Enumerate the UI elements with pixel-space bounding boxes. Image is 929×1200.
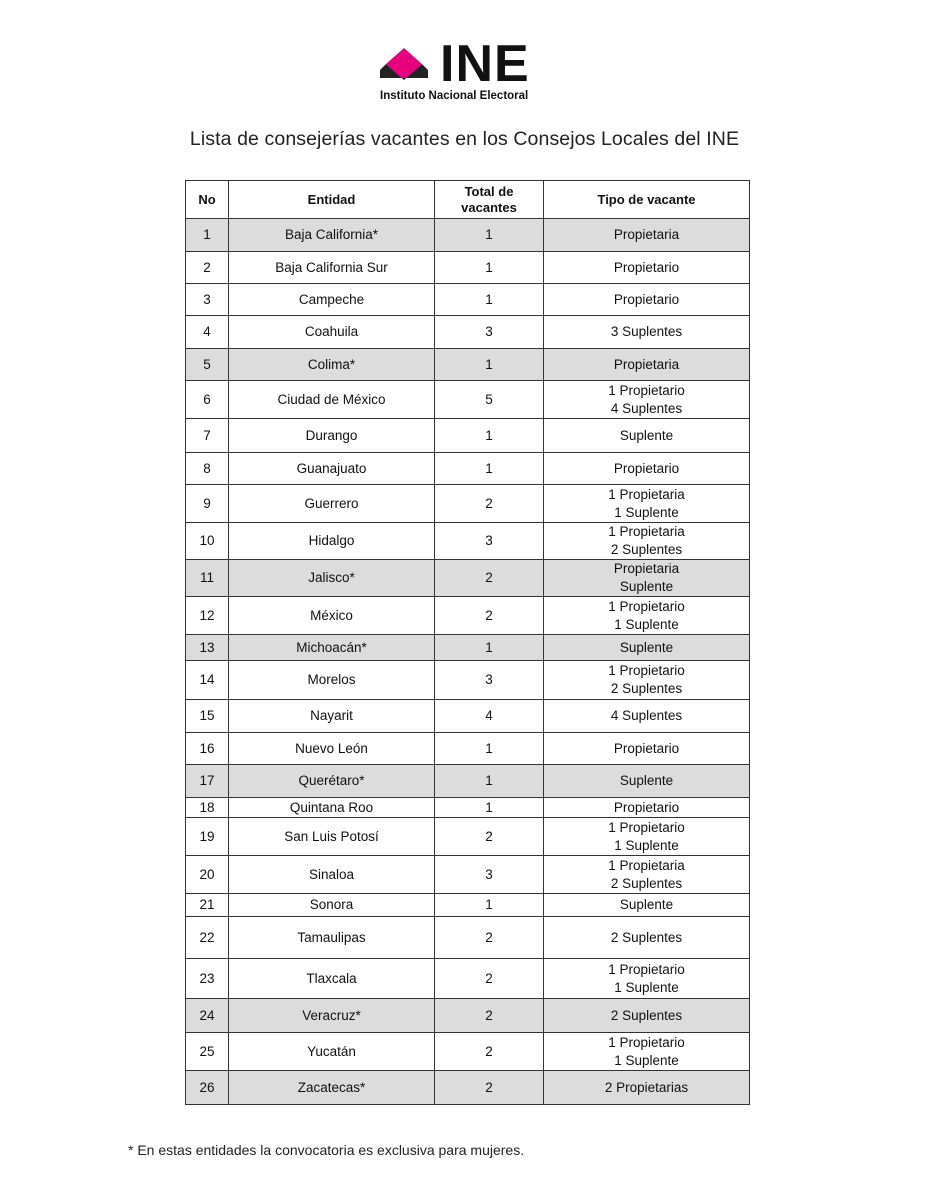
cell-total: 3 <box>435 316 544 349</box>
cell-tipo-line: 2 Suplentes <box>610 929 683 945</box>
column-header-tipo: Tipo de vacante <box>544 181 750 219</box>
table-row <box>186 700 750 733</box>
cell-tipo <box>544 798 750 818</box>
table-row <box>186 523 750 560</box>
cell-tipo-line: Suplente <box>619 579 674 594</box>
cell-total: 2 <box>435 1033 544 1071</box>
cell-tipo-line: 1 Propietaria <box>608 857 685 873</box>
cell-entidad: Durango <box>229 419 435 453</box>
cell-tipo-line: 1 Suplente <box>614 1052 679 1068</box>
cell-no: 15 <box>186 700 229 733</box>
cell-no: 25 <box>186 1033 229 1071</box>
cell-entidad: Sonora <box>229 894 435 917</box>
cell-entidad: Baja California Sur <box>229 252 435 284</box>
cell-tipo <box>544 1071 750 1105</box>
cell-tipo <box>544 959 750 999</box>
cell-tipo-line: 1 Propietario <box>608 663 685 678</box>
cell-no: 6 <box>186 381 229 419</box>
cell-tipo-line: 4 Suplentes <box>610 708 683 723</box>
cell-total: 2 <box>435 560 544 597</box>
cell-tipo-line: Suplente <box>619 639 674 655</box>
table-row <box>186 1033 750 1071</box>
cell-total: 3 <box>435 661 544 700</box>
cell-entidad: Ciudad de México <box>229 381 435 419</box>
cell-tipo <box>544 894 750 917</box>
cell-no: 12 <box>186 597 229 635</box>
table-row <box>186 219 750 252</box>
cell-total: 3 <box>435 856 544 894</box>
cell-entidad: Yucatán <box>229 1033 435 1071</box>
cell-entidad: Querétaro* <box>229 765 435 798</box>
cell-no: 5 <box>186 349 229 381</box>
table-row <box>186 1071 750 1105</box>
cell-tipo <box>544 252 750 284</box>
table-row <box>186 485 750 523</box>
table-row <box>186 959 750 999</box>
cell-total: 1 <box>435 765 544 798</box>
cell-total: 1 <box>435 798 544 818</box>
cell-total: 2 <box>435 959 544 999</box>
cell-entidad: Campeche <box>229 284 435 316</box>
cell-total: 1 <box>435 349 544 381</box>
cell-no: 14 <box>186 661 229 700</box>
table-row <box>186 894 750 917</box>
cell-total: 5 <box>435 381 544 419</box>
cell-tipo-line: 2 Suplentes <box>610 681 683 696</box>
cell-tipo-line: Propietario <box>613 799 680 815</box>
cell-entidad: Veracruz* <box>229 999 435 1033</box>
cell-no: 3 <box>186 284 229 316</box>
cell-tipo-line: Propietaria <box>613 227 680 242</box>
cell-entidad: Guerrero <box>229 485 435 523</box>
cell-no: 10 <box>186 523 229 560</box>
cell-entidad: México <box>229 597 435 635</box>
cell-total: 1 <box>435 419 544 453</box>
cell-total: 2 <box>435 485 544 523</box>
cell-tipo <box>544 765 750 798</box>
cell-tipo-line: 2 Suplentes <box>610 875 683 891</box>
cell-tipo-line: 3 Suplentes <box>610 324 683 339</box>
table-row <box>186 453 750 485</box>
cell-tipo-line: 1 Propietaria <box>608 524 685 539</box>
cell-no: 16 <box>186 733 229 765</box>
cell-tipo-line: 4 Suplentes <box>610 400 683 416</box>
cell-entidad: Nuevo León <box>229 733 435 765</box>
cell-entidad: Sinaloa <box>229 856 435 894</box>
cell-total: 2 <box>435 1071 544 1105</box>
cell-total: 1 <box>435 284 544 316</box>
cell-entidad: Colima* <box>229 349 435 381</box>
cell-no: 11 <box>186 560 229 597</box>
table-row <box>186 765 750 798</box>
cell-tipo-line: Propietaria <box>613 561 680 576</box>
cell-no: 2 <box>186 252 229 284</box>
cell-entidad: Coahuila <box>229 316 435 349</box>
table-row <box>186 381 750 419</box>
cell-entidad: Morelos <box>229 661 435 700</box>
cell-tipo <box>544 597 750 635</box>
cell-tipo-line: 1 Suplente <box>614 616 679 632</box>
cell-total: 4 <box>435 700 544 733</box>
cell-no: 9 <box>186 485 229 523</box>
cell-tipo-line: Suplente <box>619 427 674 443</box>
cell-tipo-line: 1 Suplente <box>614 837 679 853</box>
page-title: Lista de consejerías vacantes en los Consejos Locales del INE <box>189 128 740 150</box>
cell-tipo-line: Propietario <box>613 259 680 275</box>
cell-total: 2 <box>435 597 544 635</box>
cell-no: 4 <box>186 316 229 349</box>
column-header-entidad: Entidad <box>229 181 435 219</box>
cell-no: 18 <box>186 798 229 818</box>
cell-entidad: Hidalgo <box>229 523 435 560</box>
table-body <box>186 219 750 1105</box>
cell-tipo-line: 2 Suplentes <box>610 542 683 557</box>
cell-no: 21 <box>186 894 229 917</box>
cell-tipo <box>544 700 750 733</box>
logo-wordmark: INE <box>440 35 530 93</box>
cell-no: 8 <box>186 453 229 485</box>
column-header-total-label: Total de vacantes <box>461 183 517 215</box>
cell-total: 2 <box>435 999 544 1033</box>
table-row <box>186 349 750 381</box>
cell-tipo <box>544 999 750 1033</box>
cell-tipo-line: 2 Propietarias <box>604 1079 689 1095</box>
table-row <box>186 560 750 597</box>
table-row <box>186 316 750 349</box>
table-row <box>186 818 750 856</box>
cell-tipo-line: 1 Propietario <box>608 819 685 835</box>
cell-entidad: Michoacán* <box>229 635 435 661</box>
cell-total: 1 <box>435 252 544 284</box>
table-row <box>186 798 750 818</box>
cell-no: 1 <box>186 219 229 252</box>
cell-no: 7 <box>186 419 229 453</box>
cell-entidad: Tlaxcala <box>229 959 435 999</box>
cell-tipo <box>544 1033 750 1071</box>
cell-entidad: Jalisco* <box>229 560 435 597</box>
cell-tipo <box>544 219 750 252</box>
cell-no: 22 <box>186 917 229 959</box>
cell-entidad: Zacatecas* <box>229 1071 435 1105</box>
table-row <box>186 419 750 453</box>
column-header-total <box>435 181 544 219</box>
table-row <box>186 999 750 1033</box>
ine-logo <box>378 35 556 108</box>
cell-tipo-line: 2 Suplentes <box>610 1007 683 1023</box>
cell-tipo-line: Suplente <box>619 773 674 788</box>
cell-total: 2 <box>435 818 544 856</box>
table-row <box>186 597 750 635</box>
cell-tipo <box>544 733 750 765</box>
column-header-no: No <box>186 181 229 219</box>
cell-tipo-line: Propietario <box>613 460 680 476</box>
cell-tipo <box>544 523 750 560</box>
table-row <box>186 856 750 894</box>
cell-tipo <box>544 453 750 485</box>
cell-tipo <box>544 856 750 894</box>
cell-tipo-line: Propietaria <box>613 356 680 372</box>
footnote: * En estas entidades la convocatoria es exclusiva para mujeres. <box>128 1142 525 1158</box>
table-row <box>186 733 750 765</box>
cell-total: 1 <box>435 733 544 765</box>
cell-tipo <box>544 284 750 316</box>
cell-tipo <box>544 560 750 597</box>
cell-tipo-line: 1 Suplente <box>614 979 679 995</box>
cell-no: 19 <box>186 818 229 856</box>
table-row <box>186 917 750 959</box>
logo-subtitle: Instituto Nacional Electoral <box>380 90 529 102</box>
cell-tipo <box>544 818 750 856</box>
cell-tipo-line: 1 Propietario <box>608 961 685 977</box>
cell-no: 13 <box>186 635 229 661</box>
cell-no: 24 <box>186 999 229 1033</box>
cell-tipo-line: 1 Propietario <box>608 382 685 398</box>
cell-entidad: San Luis Potosí <box>229 818 435 856</box>
table-row <box>186 252 750 284</box>
cell-tipo <box>544 917 750 959</box>
cell-total: 1 <box>435 894 544 917</box>
cell-entidad: Quintana Roo <box>229 798 435 818</box>
cell-tipo <box>544 485 750 523</box>
cell-total: 2 <box>435 917 544 959</box>
cell-no: 20 <box>186 856 229 894</box>
cell-no: 17 <box>186 765 229 798</box>
table-row <box>186 635 750 661</box>
cell-tipo-line: Suplente <box>619 897 674 912</box>
ballot-box-icon <box>380 46 438 86</box>
cell-tipo-line: Propietario <box>613 291 680 307</box>
cell-tipo <box>544 381 750 419</box>
cell-tipo <box>544 419 750 453</box>
cell-no: 26 <box>186 1071 229 1105</box>
cell-entidad: Tamaulipas <box>229 917 435 959</box>
cell-tipo-line: 1 Suplente <box>614 504 679 520</box>
cell-total: 1 <box>435 453 544 485</box>
cell-tipo-line: 1 Propietario <box>608 1034 685 1050</box>
table-row <box>186 284 750 316</box>
table-row <box>186 661 750 700</box>
cell-tipo <box>544 316 750 349</box>
cell-total: 1 <box>435 635 544 661</box>
cell-total: 1 <box>435 219 544 252</box>
cell-tipo <box>544 349 750 381</box>
table-header-row <box>186 181 750 219</box>
cell-total: 3 <box>435 523 544 560</box>
cell-tipo <box>544 661 750 700</box>
cell-no: 23 <box>186 959 229 999</box>
cell-entidad: Baja California* <box>229 219 435 252</box>
cell-tipo-line: 1 Propietario <box>608 598 685 614</box>
cell-tipo <box>544 635 750 661</box>
cell-tipo-line: Propietario <box>613 740 680 756</box>
cell-entidad: Guanajuato <box>229 453 435 485</box>
cell-tipo-line: 1 Propietaria <box>608 486 685 502</box>
cell-entidad: Nayarit <box>229 700 435 733</box>
vacancies-table <box>185 180 750 1105</box>
